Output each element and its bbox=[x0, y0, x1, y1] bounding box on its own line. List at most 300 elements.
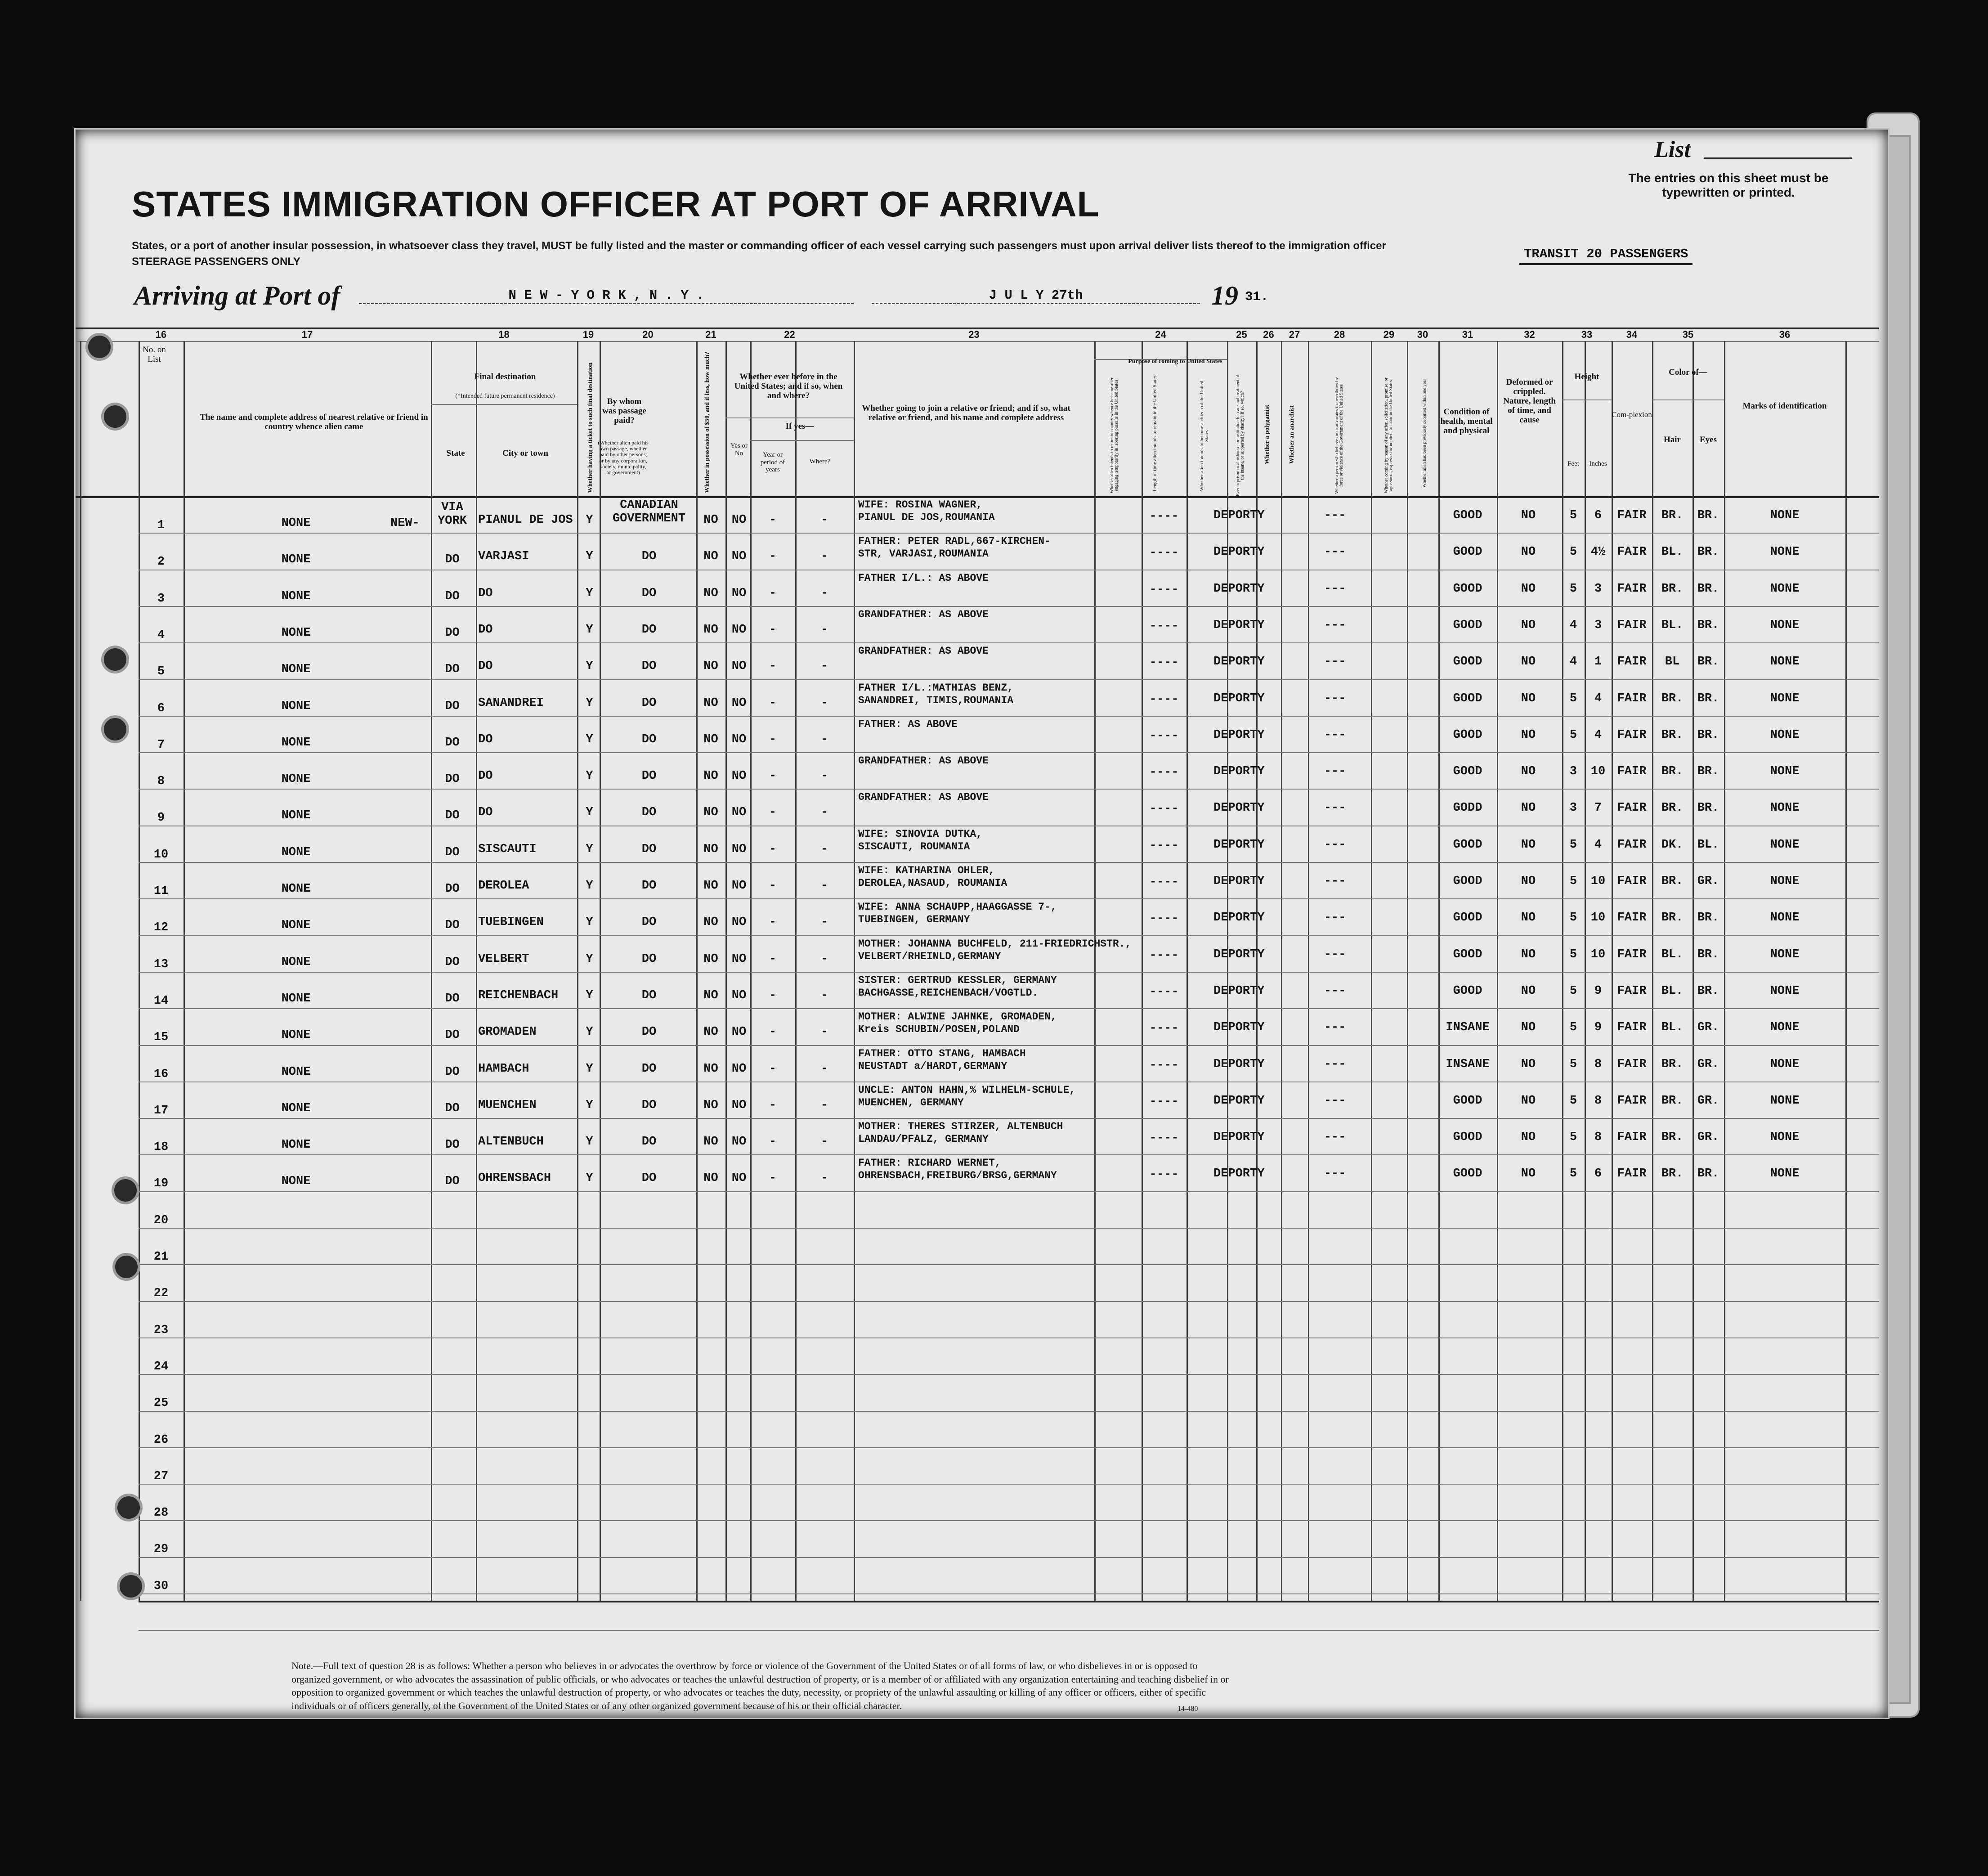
join-relative-cell: MOTHER: ALWINE JAHNKE, GROMADEN, bbox=[858, 1011, 1057, 1023]
height-feet-cell: 5 bbox=[1569, 509, 1577, 522]
binder-hole bbox=[85, 333, 113, 361]
binder-hole bbox=[112, 1253, 140, 1281]
year-period-cell: - bbox=[769, 842, 777, 856]
ever-before-cell: NO bbox=[731, 952, 747, 966]
column-number: 29 bbox=[1383, 329, 1395, 340]
column-divider bbox=[1724, 341, 1725, 1601]
city-cell: DO bbox=[478, 586, 493, 600]
eye-color-cell: BR. bbox=[1697, 728, 1719, 742]
join-relative-cell: SISTER: GERTRUD KESSLER, GERMANY bbox=[858, 974, 1057, 986]
column-number: 19 bbox=[582, 329, 594, 340]
column-number: 36 bbox=[1779, 329, 1791, 340]
nearest-relative-cell: NONE bbox=[281, 809, 311, 823]
hair-color-cell: BL. bbox=[1661, 947, 1684, 961]
complexion-cell: FAIR bbox=[1617, 1094, 1647, 1108]
purpose-cell: ---- bbox=[1149, 1095, 1179, 1109]
nearest-relative-cell: NONE bbox=[281, 845, 311, 859]
column-divider bbox=[725, 341, 727, 1601]
ever-before-cell: NO bbox=[731, 1171, 747, 1185]
nearest-relative-cell: NONE bbox=[281, 1138, 311, 1152]
deformed-cell: NO bbox=[1521, 509, 1536, 522]
column-number: 35 bbox=[1682, 329, 1694, 340]
header-complexion: Com-plexion bbox=[1612, 410, 1652, 419]
height-inches-cell: 6 bbox=[1594, 509, 1602, 522]
purpose-cell: ---- bbox=[1149, 546, 1179, 560]
column-number: 27 bbox=[1289, 329, 1300, 340]
city-cell: DO bbox=[478, 623, 493, 637]
header-c27-box bbox=[1281, 373, 1303, 494]
money-cell: NO bbox=[703, 660, 718, 673]
column-divider bbox=[1407, 341, 1408, 1601]
row-number: 4 bbox=[157, 628, 165, 642]
money-cell: NO bbox=[703, 1025, 718, 1039]
city-cell: SISCAUTI bbox=[478, 842, 537, 856]
height-feet-cell: 5 bbox=[1569, 1057, 1577, 1071]
deport-stamp-cell: DEPORTY bbox=[1213, 545, 1265, 559]
health-cell: GOOD bbox=[1453, 1131, 1482, 1144]
purpose-cell: ---- bbox=[1149, 912, 1179, 926]
color-subrule bbox=[1652, 399, 1724, 400]
row-number: 6 bbox=[157, 701, 165, 715]
immigration-manifest-sheet bbox=[74, 128, 1889, 1719]
arrival-date: J U L Y 27th bbox=[872, 288, 1200, 304]
hair-color-cell: BR. bbox=[1661, 1094, 1684, 1108]
row-number: 19 bbox=[153, 1177, 169, 1191]
header-where: Where? bbox=[809, 458, 831, 465]
row-number: 9 bbox=[157, 811, 165, 825]
money-cell: NO bbox=[703, 1171, 718, 1185]
row-rule bbox=[139, 642, 1879, 643]
binder-hole bbox=[117, 1572, 145, 1600]
money-cell: NO bbox=[703, 623, 718, 637]
complexion-cell: FAIR bbox=[1617, 1021, 1647, 1035]
money-cell: NO bbox=[703, 550, 718, 564]
binder-hole bbox=[112, 1176, 139, 1204]
join-relative-cell: WIFE: ANNA SCHAUPP,HAAGGASSE 7-, bbox=[858, 901, 1057, 913]
form-title: STATES IMMIGRATION OFFICER AT PORT OF ARRIVAL bbox=[132, 184, 1100, 224]
row-rule bbox=[139, 935, 1879, 936]
join-relative-cell: GRANDFATHER: AS ABOVE bbox=[858, 755, 989, 767]
column-number: 34 bbox=[1626, 329, 1638, 340]
header-purpose-b: Length of time alien intends to remain in the United States bbox=[1152, 375, 1158, 492]
row-number: 20 bbox=[153, 1213, 169, 1227]
eye-color-cell: GR. bbox=[1697, 1131, 1719, 1144]
column-divider bbox=[476, 341, 477, 1601]
column-divider bbox=[696, 341, 698, 1601]
hair-color-cell: BR. bbox=[1661, 582, 1684, 596]
height-feet-cell: 4 bbox=[1569, 618, 1577, 632]
where-cell: - bbox=[820, 1025, 828, 1039]
question-28-cell: --- bbox=[1324, 582, 1346, 596]
purpose-cell: ---- bbox=[1149, 802, 1179, 816]
ticket-cell: Y bbox=[586, 842, 593, 856]
question-28-cell: --- bbox=[1324, 947, 1346, 961]
row-number: 24 bbox=[153, 1360, 169, 1373]
height-subrule bbox=[1562, 399, 1612, 400]
passage-paid-cell: DO bbox=[641, 879, 657, 893]
ticket-cell: Y bbox=[586, 916, 593, 929]
ticket-cell: Y bbox=[586, 952, 593, 966]
state-cell: DO bbox=[445, 882, 460, 896]
column-number: 30 bbox=[1417, 329, 1428, 340]
form-number: 14-480 bbox=[1178, 1705, 1198, 1713]
complexion-cell: FAIR bbox=[1617, 911, 1647, 925]
header-purpose-b-box bbox=[1142, 373, 1169, 494]
header-fifty-dollars: Whether in possession of $50, and if less, how much? bbox=[704, 351, 711, 493]
question-28-cell: --- bbox=[1324, 984, 1346, 998]
ever-before-cell: NO bbox=[731, 1135, 747, 1149]
complexion-cell: FAIR bbox=[1617, 875, 1647, 888]
join-relative-cell: FATHER: RICHARD WERNET, bbox=[858, 1157, 1001, 1169]
column-divider bbox=[577, 341, 578, 1601]
complexion-cell: FAIR bbox=[1617, 728, 1647, 742]
marks-cell: NONE bbox=[1770, 911, 1800, 925]
deformed-cell: NO bbox=[1521, 618, 1536, 632]
marks-cell: NONE bbox=[1770, 1167, 1800, 1181]
eye-color-cell: GR. bbox=[1697, 875, 1719, 888]
column-number: 33 bbox=[1581, 329, 1593, 340]
marks-cell: NONE bbox=[1770, 1057, 1800, 1071]
column-number: 24 bbox=[1155, 329, 1166, 340]
join-relative-cell: FATHER: AS ABOVE bbox=[858, 718, 958, 730]
ever-before-cell: NO bbox=[731, 879, 747, 893]
city-cell: VARJASI bbox=[478, 550, 529, 564]
row-rule bbox=[139, 972, 1879, 973]
column-number: 31 bbox=[1462, 329, 1473, 340]
nearest-relative-cell: NONE bbox=[281, 663, 311, 677]
purpose-cell: ---- bbox=[1149, 1058, 1179, 1072]
header-c25: Ever in prison or almshouse, or institution for care and treatment of the insane, or supported by charity? If so, which? bbox=[1236, 375, 1245, 496]
header-deformed: Deformed or crippled. Nature, length of time, and cause bbox=[1503, 377, 1556, 425]
row-rule bbox=[139, 752, 1879, 753]
passage-paid-cell: DO bbox=[641, 1135, 657, 1149]
column-divider bbox=[1187, 341, 1188, 1601]
list-label: List bbox=[1654, 137, 1691, 162]
money-cell: NO bbox=[703, 1062, 718, 1076]
health-cell: GOOD bbox=[1453, 838, 1482, 852]
deport-stamp-cell: DEPORTY bbox=[1213, 618, 1265, 632]
eye-color-cell: BL. bbox=[1697, 838, 1719, 852]
column-divider bbox=[1845, 341, 1847, 1601]
health-cell: GODD bbox=[1453, 801, 1482, 815]
row-rule bbox=[139, 1045, 1879, 1046]
column-number: 28 bbox=[1334, 329, 1345, 340]
hair-color-cell: BL. bbox=[1661, 1021, 1684, 1035]
row-number: 5 bbox=[157, 665, 165, 679]
column-divider bbox=[431, 341, 432, 1601]
column-divider bbox=[1497, 341, 1498, 1601]
purpose-cell: ---- bbox=[1149, 510, 1179, 523]
row-rule bbox=[139, 533, 1879, 534]
row-rule bbox=[139, 606, 1879, 607]
row-rule bbox=[139, 1447, 1879, 1448]
header-eyes: Eyes bbox=[1700, 435, 1717, 444]
row-number: 22 bbox=[153, 1287, 169, 1301]
city-cell: DO bbox=[478, 732, 493, 746]
row-number: 27 bbox=[153, 1469, 169, 1483]
hair-color-cell: BR. bbox=[1661, 1167, 1684, 1181]
question-28-cell: --- bbox=[1324, 509, 1346, 522]
passage-paid-cell: DO bbox=[641, 586, 657, 600]
ever-before-cell: NO bbox=[731, 513, 747, 527]
year-period-cell: - bbox=[769, 916, 777, 929]
column-divider bbox=[1692, 341, 1694, 1601]
hair-color-cell: BR. bbox=[1661, 509, 1684, 522]
height-inches-cell: 4 bbox=[1594, 838, 1602, 852]
money-cell: NO bbox=[703, 1135, 718, 1149]
row-rule bbox=[139, 1593, 1879, 1594]
hair-color-cell: BL. bbox=[1661, 545, 1684, 559]
final-destination-subrule bbox=[431, 404, 577, 405]
money-cell: NO bbox=[703, 513, 718, 527]
year-period-cell: - bbox=[769, 623, 777, 637]
ever-before-cell: NO bbox=[731, 769, 747, 783]
marks-cell: NONE bbox=[1770, 728, 1800, 742]
height-feet-cell: 5 bbox=[1569, 947, 1577, 961]
row-number: 13 bbox=[153, 957, 169, 971]
column-divider bbox=[795, 341, 797, 1601]
deformed-cell: NO bbox=[1521, 691, 1536, 705]
question-28-cell: --- bbox=[1324, 875, 1346, 888]
year-period-cell: - bbox=[769, 1062, 777, 1076]
ticket-cell: Y bbox=[586, 586, 593, 600]
join-relative-cell: MOTHER: JOHANNA BUCHFELD, 211-FRIEDRICHSTR., bbox=[858, 938, 1132, 950]
where-cell: - bbox=[820, 769, 828, 783]
question-28-cell: --- bbox=[1324, 801, 1346, 815]
money-cell: NO bbox=[703, 879, 718, 893]
header-bottom-rule bbox=[76, 496, 1879, 498]
passage-paid-cell: DO bbox=[641, 806, 657, 820]
deport-stamp-cell: DEPORTY bbox=[1213, 582, 1265, 596]
ever-before-cell: NO bbox=[731, 696, 747, 710]
join-relative-cell: UNCLE: ANTON HAHN,% WILHELM-SCHULE, bbox=[858, 1084, 1076, 1096]
height-inches-cell: 9 bbox=[1594, 1021, 1602, 1035]
header-c29: Whether coming by reason of any offer, solicitation, promise, or agreement, expressed or implied, to labor in the United States bbox=[1384, 377, 1393, 494]
row-rule bbox=[139, 1630, 1879, 1631]
complexion-cell: FAIR bbox=[1617, 765, 1647, 779]
column-number: 18 bbox=[498, 329, 510, 340]
ticket-cell: Y bbox=[586, 879, 593, 893]
steerage-label: STEERAGE PASSENGERS ONLY bbox=[132, 256, 300, 268]
table-bottom-rule bbox=[139, 1601, 1879, 1602]
deformed-cell: NO bbox=[1521, 582, 1536, 596]
height-inches-cell: 10 bbox=[1590, 947, 1606, 961]
state-cell: DO bbox=[445, 1138, 460, 1152]
join-relative-address-cell: VELBERT/RHEINLD,GERMANY bbox=[858, 950, 1001, 962]
join-relative-address-cell: Kreis SCHUBIN/POSEN,POLAND bbox=[858, 1023, 1020, 1036]
height-inches-cell: 7 bbox=[1594, 801, 1602, 815]
ticket-cell: Y bbox=[586, 1098, 593, 1112]
nearest-relative-cell: NONE bbox=[281, 1175, 311, 1189]
height-feet-cell: 5 bbox=[1569, 838, 1577, 852]
where-cell: - bbox=[820, 988, 828, 1002]
deport-stamp-cell: DEPORTY bbox=[1213, 728, 1265, 742]
join-relative-address-cell: STR, VARJASI,ROUMANIA bbox=[858, 548, 989, 560]
row-number: 16 bbox=[153, 1067, 169, 1081]
where-cell: - bbox=[820, 952, 828, 966]
header-purpose: Purpose of coming to United States bbox=[1128, 358, 1222, 365]
year-period-cell: - bbox=[769, 550, 777, 564]
money-cell: NO bbox=[703, 1098, 718, 1112]
row-number: 2 bbox=[157, 555, 165, 569]
ever-before-cell: NO bbox=[731, 623, 747, 637]
purpose-cell: ---- bbox=[1149, 583, 1179, 597]
complexion-cell: FAIR bbox=[1617, 838, 1647, 852]
health-cell: GOOD bbox=[1453, 728, 1482, 742]
health-cell: GOOD bbox=[1453, 691, 1482, 705]
eye-color-cell: BR. bbox=[1697, 947, 1719, 961]
header-c26-box bbox=[1256, 373, 1279, 494]
deformed-cell: NO bbox=[1521, 1021, 1536, 1035]
row-rule bbox=[139, 789, 1879, 790]
state-cell: DO bbox=[445, 1065, 460, 1079]
column-number: 22 bbox=[784, 329, 795, 340]
column-divider bbox=[750, 341, 752, 1601]
purpose-cell: ---- bbox=[1149, 948, 1179, 962]
height-feet-cell: 3 bbox=[1569, 801, 1577, 815]
year-period-cell: - bbox=[769, 1135, 777, 1149]
city-cell: DO bbox=[478, 660, 493, 673]
city-cell: OHRENSBACH bbox=[478, 1171, 551, 1185]
marks-cell: NONE bbox=[1770, 545, 1800, 559]
state-cell: DO bbox=[445, 626, 460, 640]
hair-color-cell: BR. bbox=[1661, 691, 1684, 705]
height-inches-cell: 6 bbox=[1594, 1167, 1602, 1181]
header-year-period: Year or period of years bbox=[760, 451, 785, 473]
state-cell: DO bbox=[445, 845, 460, 859]
column-divider bbox=[1094, 341, 1096, 1601]
year-period-cell: - bbox=[769, 879, 777, 893]
hair-color-cell: BL. bbox=[1661, 984, 1684, 998]
year-period-cell: - bbox=[769, 696, 777, 710]
height-inches-cell: 9 bbox=[1594, 984, 1602, 998]
join-relative-address-cell: SISCAUTI, ROUMANIA bbox=[858, 840, 970, 853]
where-cell: - bbox=[820, 696, 828, 710]
column-divider bbox=[600, 341, 601, 1601]
column-divider bbox=[80, 341, 81, 1601]
marks-cell: NONE bbox=[1770, 947, 1800, 961]
join-relative-address-cell: BACHGASSE,REICHENBACH/VOGTLD. bbox=[858, 987, 1039, 999]
join-relative-address-cell: TUEBINGEN, GERMANY bbox=[858, 914, 970, 926]
height-feet-cell: 5 bbox=[1569, 691, 1577, 705]
height-inches-cell: 3 bbox=[1594, 618, 1602, 632]
ticket-cell: Y bbox=[586, 988, 593, 1002]
header-health: Condition of health, mental and physical bbox=[1440, 407, 1493, 435]
where-cell: - bbox=[820, 806, 828, 820]
deformed-cell: NO bbox=[1521, 801, 1536, 815]
ever-before-cell: NO bbox=[731, 732, 747, 746]
column-divider bbox=[1281, 341, 1282, 1601]
deport-stamp-cell: DEPORTY bbox=[1213, 838, 1265, 852]
year-period-cell: - bbox=[769, 1025, 777, 1039]
header-purpose-a: Whether alien intends to return to country whence he came after engaging temporarily in laboring pursuits in the United States bbox=[1110, 377, 1119, 494]
binder-hole bbox=[115, 1494, 143, 1521]
money-cell: NO bbox=[703, 769, 718, 783]
join-relative-address-cell: PIANUL DE JOS,ROUMANIA bbox=[858, 512, 995, 523]
state-cell: VIA bbox=[441, 501, 463, 514]
deformed-cell: NO bbox=[1521, 984, 1536, 998]
where-cell: - bbox=[820, 916, 828, 929]
header-ticket-box bbox=[579, 362, 600, 494]
nearest-relative-cell: NONE bbox=[281, 1028, 311, 1042]
where-cell: - bbox=[820, 513, 828, 527]
ticket-cell: Y bbox=[586, 623, 593, 637]
row-number: 28 bbox=[153, 1506, 169, 1520]
header-passage-paid-note: (Whether alien paid his own passage, whether paid by other persons, or by any corporation, society, municipality, or government) bbox=[598, 440, 649, 476]
complexion-cell: FAIR bbox=[1617, 801, 1647, 815]
deformed-cell: NO bbox=[1521, 875, 1536, 888]
nearest-relative-cell: NONE bbox=[281, 919, 311, 933]
where-cell: - bbox=[820, 550, 828, 564]
row-number: 10 bbox=[153, 848, 169, 862]
ever-before-cell: NO bbox=[731, 586, 747, 600]
ever-before-cell: NO bbox=[731, 550, 747, 564]
deport-stamp-cell: DEPORTY bbox=[1213, 1167, 1265, 1181]
complexion-cell: FAIR bbox=[1617, 947, 1647, 961]
health-cell: GOOD bbox=[1453, 984, 1482, 998]
row-rule bbox=[139, 1557, 1879, 1558]
height-feet-cell: 5 bbox=[1569, 1021, 1577, 1035]
year-period-cell: - bbox=[769, 1171, 777, 1185]
year-prefix: 19 bbox=[1211, 281, 1238, 310]
height-inches-cell: 8 bbox=[1594, 1131, 1602, 1144]
money-cell: NO bbox=[703, 732, 718, 746]
eye-color-cell: BR. bbox=[1697, 509, 1719, 522]
health-cell: GOOD bbox=[1453, 765, 1482, 779]
question-28-cell: --- bbox=[1324, 1131, 1346, 1144]
deformed-cell: NO bbox=[1521, 655, 1536, 669]
header-purpose-a-box bbox=[1101, 373, 1128, 494]
money-cell: NO bbox=[703, 842, 718, 856]
state-cell: DO bbox=[445, 1028, 460, 1042]
header-feet: Feet bbox=[1567, 460, 1579, 467]
where-cell: - bbox=[820, 842, 828, 856]
question-28-note: Note.—Full text of question 28 is as follows: Whether a person who believes in or advocates the overthrow by force or violence of the Government of the United States or of all forms of law, or who disbelieves in or is opposed to organized government, or who advocates the assassination of public officials, or who advocates or teaches the unlawful destruction of property, or is a member of or affiliated with any organization entertaining and teaching disbelief in or opposition to organized government or which teaches the unlawful destruction of property, or who advocates or teaches the duty, necessity, or propriety of the unlawful assaulting or killing of any officer or officers, either of specific individuals or of officers generally, of the Government of the United States or of any other organized government because of his or their official character. bbox=[291, 1660, 1229, 1712]
nearest-relative-cell: NONE bbox=[281, 553, 311, 567]
question-28-cell: --- bbox=[1324, 728, 1346, 742]
eye-color-cell: BR. bbox=[1697, 655, 1719, 669]
money-cell: NO bbox=[703, 916, 718, 929]
year-period-cell: - bbox=[769, 806, 777, 820]
marks-cell: NONE bbox=[1770, 1021, 1800, 1035]
state-cell: DO bbox=[445, 589, 460, 603]
hair-color-cell: DK. bbox=[1661, 838, 1684, 852]
deport-stamp-cell: DEPORTY bbox=[1213, 765, 1265, 779]
question-28-cell: --- bbox=[1324, 1021, 1346, 1035]
height-feet-cell: 5 bbox=[1569, 1094, 1577, 1108]
ticket-cell: Y bbox=[586, 1135, 593, 1149]
height-feet-cell: 5 bbox=[1569, 582, 1577, 596]
money-cell: NO bbox=[703, 952, 718, 966]
city-cell: HAMBACH bbox=[478, 1062, 529, 1076]
header-c28-box bbox=[1315, 373, 1364, 494]
nearest-relative-cell: NONE bbox=[281, 736, 311, 750]
nearest-relative-cell: NONE bbox=[281, 699, 311, 713]
height-feet-cell: 5 bbox=[1569, 875, 1577, 888]
header-inches: Inches bbox=[1589, 460, 1607, 467]
state-cell: DO bbox=[445, 1175, 460, 1189]
passage-paid-cell: DO bbox=[641, 732, 657, 746]
purpose-cell: ---- bbox=[1149, 1131, 1179, 1145]
health-cell: GOOD bbox=[1453, 582, 1482, 596]
ticket-cell: Y bbox=[586, 1062, 593, 1076]
header-c26: Whether a polygamist bbox=[1264, 405, 1271, 464]
city-cell: ALTENBUCH bbox=[478, 1135, 544, 1149]
marks-cell: NONE bbox=[1770, 765, 1800, 779]
marks-cell: NONE bbox=[1770, 801, 1800, 815]
row-rule bbox=[139, 1191, 1879, 1192]
complexion-cell: FAIR bbox=[1617, 1131, 1647, 1144]
